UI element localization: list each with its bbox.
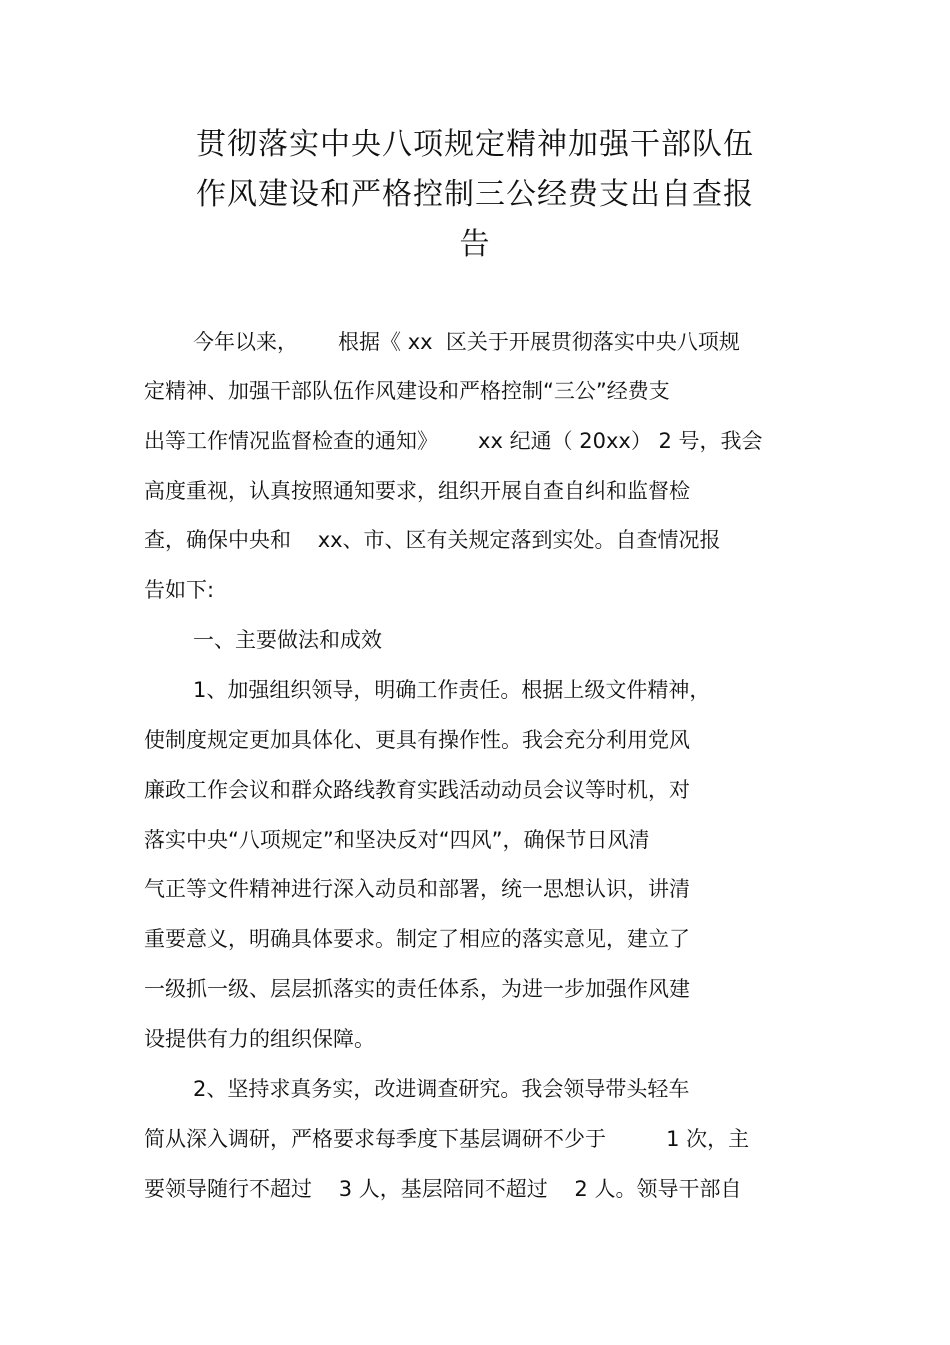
body-line: 重要意义，明确具体要求。制定了相应的落实意见，建立了 (144, 927, 690, 951)
body-line: 一级抓一级、层层抓落实的责任体系，为进一步加强作风建 (144, 977, 690, 1001)
body-line: 落实中央“八项规定”和坚决反对“四风”，确保节日风清 (144, 828, 650, 852)
body-line: 气正等文件精神进行深入动员和部署，统一思想认识，讲清 (144, 877, 690, 901)
body-line: 定精神、加强干部队伍作风建设和严格控制“三公”经费支 (144, 379, 670, 403)
document-title-line-3: 告 (459, 227, 491, 262)
section-heading: 一、主要做法和成效 (193, 628, 382, 652)
body-line: 要领导随行不超过 3 人，基层陪同不超过 2 人。领导干部自 (144, 1177, 742, 1201)
body-line: 出等工作情况监督检查的通知》 xx 纪通（ 20xx） 2 号，我会 (144, 429, 763, 453)
body-line: 使制度规定更加具体化、更具有操作性。我会充分利用党风 (144, 728, 690, 752)
body-line: 设提供有力的组织保障。 (144, 1027, 375, 1051)
body-line: 高度重视，认真按照通知要求，组织开展自查自纠和监督检 (144, 479, 690, 503)
body-line: 查，确保中央和 xx、市、区有关规定落到实处。自查情况报 (144, 528, 721, 552)
body-line: 廉政工作会议和群众路线教育实践活动动员会议等时机，对 (144, 778, 690, 802)
body-line: 2、坚持求真务实，改进调查研究。我会领导带头轻车 (193, 1077, 690, 1101)
body-line: 今年以来， 根据《 xx 区关于开展贯彻落实中央八项规 (193, 330, 740, 354)
body-line: 简从深入调研，严格要求每季度下基层调研不少于 1 次，主 (144, 1127, 750, 1151)
document-title-line-1: 贯彻落实中央八项规定精神加强干部队伍 (196, 127, 754, 162)
document-title-line-2: 作风建设和严格控制三公经费支出自查报 (196, 177, 754, 212)
body-line: 告如下: (144, 578, 215, 602)
body-line: 1、加强组织领导，明确工作责任。根据上级文件精神， (193, 678, 711, 702)
